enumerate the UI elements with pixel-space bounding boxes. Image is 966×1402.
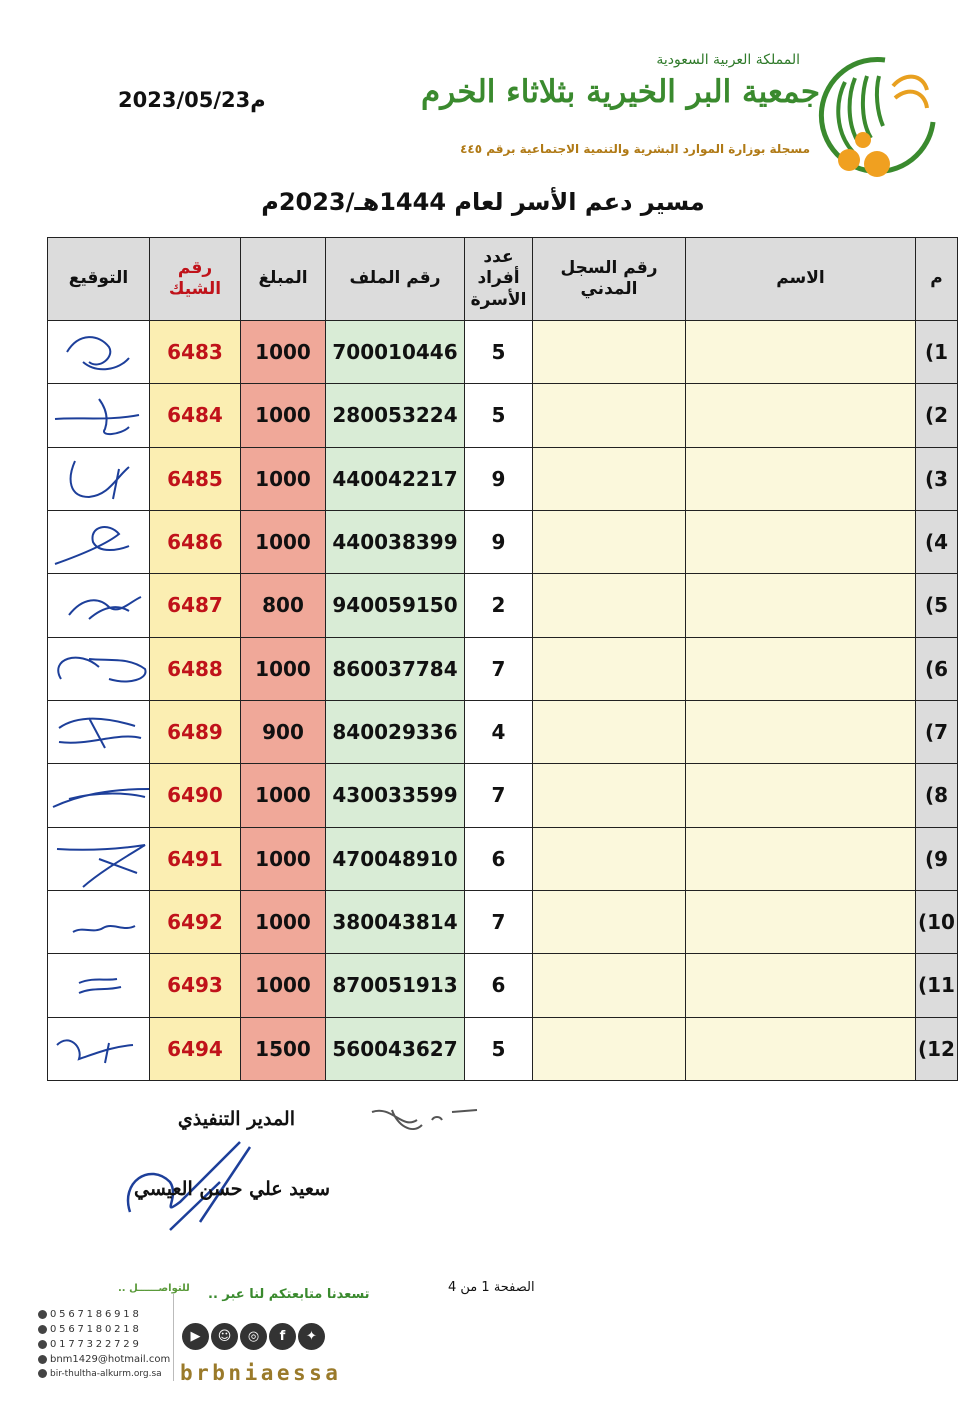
row-amount: 1000 (241, 321, 326, 384)
row-family-count: 2 (465, 574, 533, 637)
table-row (48, 637, 958, 700)
table-header-row (48, 238, 958, 321)
contact-title: للتواصــــــل .. (118, 1283, 190, 1294)
row-file-no: 280053224 (326, 384, 465, 447)
table-row (48, 700, 958, 763)
row-file-no: 470048910 (326, 827, 465, 890)
table-row (48, 827, 958, 890)
row-file-no: 430033599 (326, 764, 465, 827)
phone-mobile[interactable]: 0567180218 (38, 1324, 142, 1335)
row-family-count: 7 (465, 890, 533, 953)
row-family-count: 6 (465, 954, 533, 1017)
row-name-cell (686, 827, 916, 890)
row-civil-id-cell (533, 321, 686, 384)
row-signature (48, 384, 150, 447)
row-name-cell (686, 700, 916, 763)
twitter-icon[interactable]: ✦ (298, 1323, 325, 1350)
handwritten-signature (49, 449, 149, 509)
row-amount: 1000 (241, 510, 326, 573)
director-signature (110, 1122, 270, 1232)
table-row (48, 321, 958, 384)
row-file-no: 940059150 (326, 574, 465, 637)
row-name-cell (686, 321, 916, 384)
handwritten-signature (49, 1019, 149, 1079)
row-name-cell (686, 890, 916, 953)
row-family-count: 6 (465, 827, 533, 890)
handwritten-signature (49, 829, 149, 889)
row-cheque-no: 6491 (150, 827, 241, 890)
row-family-count: 5 (465, 1017, 533, 1080)
director-title: المدير التنفيذي (177, 1108, 295, 1130)
row-signature (48, 700, 150, 763)
row-name-cell (686, 764, 916, 827)
col-header-family-count: عدد أفراد الأسرة (465, 238, 533, 321)
row-name-cell (686, 574, 916, 637)
row-family-count: 7 (465, 764, 533, 827)
row-signature (48, 827, 150, 890)
row-signature (48, 447, 150, 510)
table-row (48, 764, 958, 827)
footer-divider (173, 1293, 174, 1381)
handwritten-signature (49, 385, 149, 445)
col-header-cheque-no: رقم الشيك (150, 238, 241, 321)
row-index: 10) (916, 890, 958, 953)
globe-icon (38, 1369, 47, 1378)
follow-text: تسعدنا متابعتكم لنا عبر .. (208, 1287, 370, 1302)
row-index: 8) (916, 764, 958, 827)
col-header-civil-id: رقم السجل المدني (533, 238, 686, 321)
row-file-no: 440042217 (326, 447, 465, 510)
table-row (48, 1017, 958, 1080)
facebook-icon[interactable]: f (269, 1323, 296, 1350)
row-civil-id-cell (533, 384, 686, 447)
col-header-signature: التوقيع (48, 238, 150, 321)
instagram-icon[interactable]: ◎ (240, 1323, 267, 1350)
row-index: 7) (916, 700, 958, 763)
handwritten-signature (49, 639, 149, 699)
col-header-amount: المبلغ (241, 238, 326, 321)
handwritten-signature (49, 702, 149, 762)
row-cheque-no: 6490 (150, 764, 241, 827)
row-civil-id-cell (533, 764, 686, 827)
row-cheque-no: 6488 (150, 637, 241, 700)
row-signature (48, 510, 150, 573)
row-civil-id-cell (533, 954, 686, 1017)
handwritten-signature (49, 892, 149, 952)
row-index: 4) (916, 510, 958, 573)
row-cheque-no: 6484 (150, 384, 241, 447)
row-cheque-no: 6493 (150, 954, 241, 1017)
row-family-count: 9 (465, 510, 533, 573)
phone-icon (38, 1340, 47, 1349)
handwritten-signature (49, 955, 149, 1015)
row-cheque-no: 6492 (150, 890, 241, 953)
row-cheque-no: 6489 (150, 700, 241, 763)
row-name-cell (686, 447, 916, 510)
row-amount: 1000 (241, 764, 326, 827)
row-amount: 1000 (241, 637, 326, 700)
table-row (48, 510, 958, 573)
charity-logo (815, 52, 941, 182)
row-civil-id-cell (533, 637, 686, 700)
phone-icon (38, 1325, 47, 1334)
col-header-file-no: رقم الملف (326, 238, 465, 321)
row-index: 12) (916, 1017, 958, 1080)
whatsapp-icon (38, 1310, 47, 1319)
row-cheque-no: 6483 (150, 321, 241, 384)
director-name: سعيد علي حسن العيسي (133, 1178, 330, 1200)
row-file-no: 840029336 (326, 700, 465, 763)
row-signature (48, 954, 150, 1017)
row-name-cell (686, 637, 916, 700)
row-signature (48, 764, 150, 827)
row-signature (48, 321, 150, 384)
row-index: 3) (916, 447, 958, 510)
row-signature (48, 1017, 150, 1080)
row-file-no: 860037784 (326, 637, 465, 700)
row-file-no: 440038399 (326, 510, 465, 573)
youtube-icon[interactable]: ▶ (182, 1323, 209, 1350)
row-name-cell (686, 384, 916, 447)
table-row (48, 890, 958, 953)
row-file-no: 870051913 (326, 954, 465, 1017)
row-index: 6) (916, 637, 958, 700)
snapchat-icon[interactable]: ☺ (211, 1323, 238, 1350)
handwritten-signature (49, 575, 149, 635)
table-row (48, 574, 958, 637)
row-index: 5) (916, 574, 958, 637)
handwritten-signature (49, 765, 149, 825)
email-icon (38, 1355, 47, 1364)
scribble-mark (362, 1100, 482, 1140)
table-row (48, 954, 958, 1017)
handwritten-signature (49, 322, 149, 382)
phone-whatsapp[interactable]: 0567186918 (38, 1309, 142, 1320)
social-icons (182, 1323, 327, 1350)
row-name-cell (686, 954, 916, 1017)
row-amount: 1500 (241, 1017, 326, 1080)
row-amount: 1000 (241, 890, 326, 953)
email-contact[interactable]: bnm1429@hotmail.com (38, 1354, 170, 1365)
row-index: 9) (916, 827, 958, 890)
row-family-count: 5 (465, 384, 533, 447)
row-family-count: 5 (465, 321, 533, 384)
page-number: الصفحة 1 من 4 (448, 1280, 535, 1295)
row-civil-id-cell (533, 510, 686, 573)
row-name-cell (686, 1017, 916, 1080)
row-cheque-no: 6494 (150, 1017, 241, 1080)
organization-header (421, 48, 820, 168)
handwritten-signature (49, 512, 149, 572)
col-header-index: م (916, 238, 958, 321)
row-signature (48, 890, 150, 953)
contact-footer (30, 1283, 370, 1393)
org-registration: مسجلة بوزارة الموارد البشرية والتنمية الاجتماعية برقم ٤٤٥ (460, 142, 810, 156)
row-amount: 1000 (241, 954, 326, 1017)
social-handle[interactable]: brbniaessa (180, 1361, 342, 1385)
row-amount: 1000 (241, 384, 326, 447)
director-signature-block (110, 1104, 340, 1234)
document-title: مسير دعم الأسر لعام 1444هـ/2023م (261, 188, 705, 216)
row-cheque-no: 6487 (150, 574, 241, 637)
row-family-count: 4 (465, 700, 533, 763)
row-amount: 800 (241, 574, 326, 637)
row-family-count: 7 (465, 637, 533, 700)
row-file-no: 560043627 (326, 1017, 465, 1080)
row-civil-id-cell (533, 574, 686, 637)
row-file-no: 700010446 (326, 321, 465, 384)
row-civil-id-cell (533, 890, 686, 953)
row-civil-id-cell (533, 700, 686, 763)
row-signature (48, 574, 150, 637)
row-index: 1) (916, 321, 958, 384)
row-civil-id-cell (533, 1017, 686, 1080)
row-civil-id-cell (533, 447, 686, 510)
row-file-no: 380043814 (326, 890, 465, 953)
row-index: 2) (916, 384, 958, 447)
col-header-name: الاسم (686, 238, 916, 321)
table-row (48, 384, 958, 447)
row-amount: 900 (241, 700, 326, 763)
row-signature (48, 637, 150, 700)
table-row (48, 447, 958, 510)
row-civil-id-cell (533, 827, 686, 890)
phone-landline[interactable]: 0177322729 (38, 1339, 142, 1350)
row-cheque-no: 6485 (150, 447, 241, 510)
row-index: 11) (916, 954, 958, 1017)
row-cheque-no: 6486 (150, 510, 241, 573)
row-name-cell (686, 510, 916, 573)
org-country: المملكة العربية السعودية (656, 52, 800, 68)
org-name: جمعية البر الخيرية بثلاثاء الخرم (421, 74, 820, 110)
family-support-table (47, 237, 958, 1081)
row-amount: 1000 (241, 827, 326, 890)
row-amount: 1000 (241, 447, 326, 510)
row-family-count: 9 (465, 447, 533, 510)
website-contact[interactable]: bir-thultha-alkurm.org.sa (38, 1369, 162, 1379)
document-date: 2023/05/23م (118, 88, 266, 112)
